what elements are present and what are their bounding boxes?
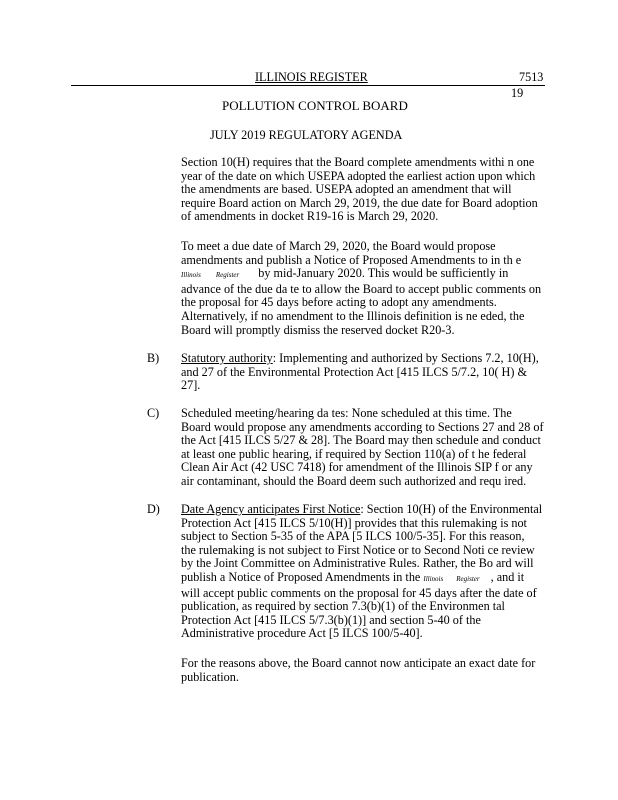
section-b <box>181 352 541 393</box>
publication-name-word: Illinois <box>181 271 201 280</box>
closing-paragraph <box>181 657 541 684</box>
text-fragment: : Implementing and authorized by Sections 7.2, 10(H), <box>272 351 539 365</box>
section-c <box>181 406 544 489</box>
text-line: Board would propose any amendments according to Sections 27 and 28 of <box>181 419 544 434</box>
header-rule <box>71 85 545 86</box>
text-line: For the reasons above, the Board cannot now anticipate an exact date for <box>181 656 536 670</box>
text-line: the rulemaking is not subject to First Notice or to Second Noti ce review <box>181 542 535 557</box>
page-number: 7513 <box>519 70 544 84</box>
text-line: Administrative procedure Act [5 ILCS 100/5-40]. <box>181 626 423 641</box>
publication-name-word: Register <box>215 271 240 280</box>
publication-name-word: Register <box>456 574 480 583</box>
text-line: To meet a due date of March 29, 2020, the Board would propose <box>181 239 496 253</box>
agenda-title: JULY 2019 REGULATORY AGENDA <box>210 128 403 142</box>
text-line <box>181 267 541 283</box>
intro-paragraph-1 <box>181 156 541 224</box>
text-fragment: : Section 10(H) of the Environmental <box>360 502 543 516</box>
register-title: ILLINOIS REGISTER <box>255 70 368 84</box>
text-line: publication. <box>181 669 239 684</box>
section-b-heading: Statutory authority <box>181 351 273 365</box>
text-line: Board will promptly dismiss the reserved docket R20-3. <box>181 322 455 337</box>
text-line: by the Joint Committee on Administrative Rules. Rather, the Bo ard will <box>181 556 534 571</box>
text-line <box>181 503 541 517</box>
text-line: the proposal for 45 days before acting to adopt any amendments. <box>181 295 497 310</box>
text-line: at least one public hearing, if required by Section 110(a) of t he federal <box>181 446 527 461</box>
text-line: the Act [415 ILCS 5/27 & 28]. The Board may then schedule and conduct <box>181 433 541 448</box>
text-line: of amendments in docket R19-16 is March 29, 2020. <box>181 209 439 224</box>
text-line: Scheduled meeting/hearing da tes: None scheduled at this time. The <box>181 406 512 420</box>
text-fragment: , and it <box>490 569 525 584</box>
text-fragment: by mid-January 2020. This would be sufficiently in <box>258 266 509 281</box>
text-line: amendments and publish a Notice of Proposed Amendments to in th e <box>181 252 522 267</box>
volume-number: 19 <box>511 86 524 100</box>
text-line: subject to Section 5-35 of the APA [5 ILCS 100/5-35]. For this reason, <box>181 529 525 544</box>
text-line: Protection Act [415 ILCS 5/10(H)] provides that this rulemaking is not <box>181 515 527 530</box>
section-d <box>181 503 541 641</box>
text-line: year of the date on which USEPA adopted the earliest action upon which <box>181 168 536 183</box>
text-line: publication, as required by section 7.3(b)(1) of the Environmen tal <box>181 599 505 614</box>
text-line <box>181 352 541 366</box>
section-d-heading: Date Agency anticipates First Notice <box>181 502 361 516</box>
text-line: and 27 of the Environmental Protection Act [415 ILCS 5/7.2, 10( H) & <box>181 364 527 379</box>
text-line: will accept public comments on the proposal for 45 days after the date of <box>181 585 537 600</box>
text-line: the amendments are based. USEPA adopted an amendment that will <box>181 182 512 197</box>
text-line: require Board action on March 29, 2019, the due date for Board adoption <box>181 195 538 210</box>
text-line: 27]. <box>181 378 201 393</box>
text-line: Section 10(H) requires that the Board complete amendments withi n one <box>181 155 535 169</box>
text-line: Protection Act [415 ILCS 5/7.3(b)(1)] and section 5-40 of the <box>181 612 481 627</box>
text-fragment: publish a Notice of Proposed Amendments in the <box>181 569 421 584</box>
text-line <box>181 571 541 587</box>
section-d-label: D) <box>147 502 160 516</box>
text-line: Alternatively, if no amendment to the Illinois definition is ne eded, the <box>181 308 525 323</box>
section-b-label: B) <box>147 351 160 365</box>
text-line: air contaminant, should the Board deem such authorized and requ ired. <box>181 473 527 488</box>
agency-name: POLLUTION CONTROL BOARD <box>222 98 408 113</box>
text-line: advance of the due da te to allow the Board to accept public comments on <box>181 281 542 296</box>
section-c-label: C) <box>147 406 160 420</box>
intro-paragraph-2 <box>181 240 541 337</box>
text-line: Clean Air Act (42 USC 7418) for amendment of the Illinois SIP f or any <box>181 460 533 475</box>
publication-name-word: Illinois <box>423 574 444 583</box>
